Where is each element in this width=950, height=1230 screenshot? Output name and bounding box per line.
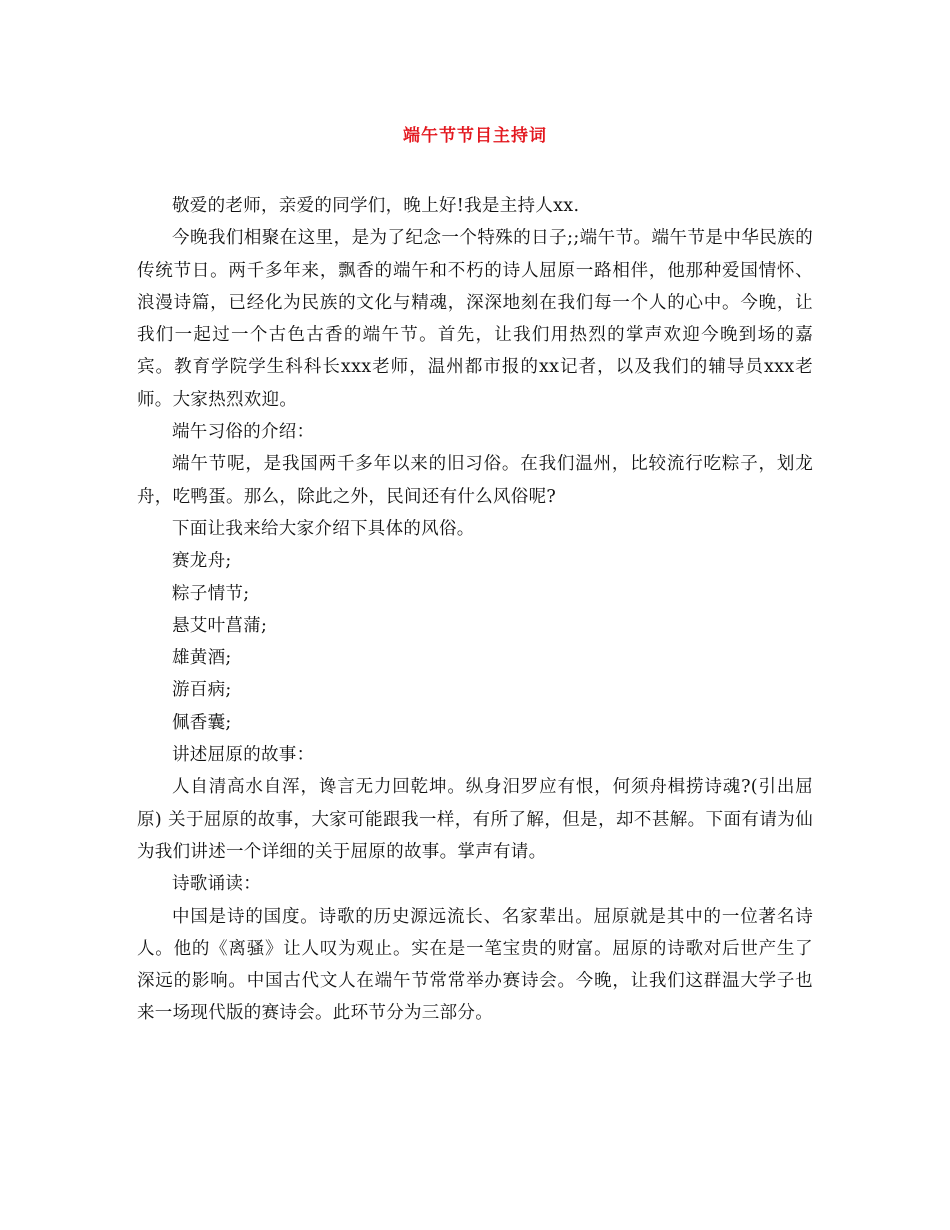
list-item-custom: 雄黄酒;	[172, 648, 232, 669]
list-item-custom: 粽子情节;	[172, 583, 250, 604]
section-heading-quyuan: 讲述屈原的故事：	[172, 745, 315, 766]
paragraph-customs-intro: 端午节呢，是我国两千多年以来的旧习俗。在我们温州，比较流行吃粽子，划龙舟，吃鸭蛋。那么，除此之外，民间还有什么风俗呢?	[137, 454, 813, 507]
list-item-custom: 佩香囊;	[172, 712, 232, 733]
list-item-custom: 游百病;	[172, 680, 232, 701]
paragraph-customs-lead: 下面让我来给大家介绍下具体的风俗。	[172, 518, 475, 539]
paragraph-greeting: 敬爱的老师，亲爱的同学们，晚上好!我是主持人xx.	[172, 196, 580, 216]
section-heading-poetry: 诗歌诵读：	[172, 874, 261, 895]
paragraph-opening: 今晚我们相聚在这里，是为了纪念一个特殊的日子;;端午节。端午节是中华民族的传统节日。两千多年来，飘香的端午和不朽的诗人屈原一路相伴，他那种爱国情怀、浪漫诗篇，已经化为民族的文化与精魂，深深地刻在我们每一个人的心中。今晚，让我们一起过一个古色古香的端午节。首先，让我们用热烈的掌声欢迎今晚到场的嘉宾。教育学院学生科科长xxx老师，温州都市报的xx记者，以及我们的辅导员xxx老师。大家热烈欢迎。	[137, 228, 813, 410]
list-item-custom: 赛龙舟;	[172, 551, 232, 572]
document-body	[137, 190, 813, 1030]
section-heading-customs: 端午习俗的介绍：	[172, 422, 315, 443]
paragraph-quyuan: 人自清高水自浑，谗言无力回乾坤。纵身汨罗应有恨，何须舟楫捞诗魂?(引出屈原) 关于屈原的故事，大家可能跟我一样，有所了解，但是，却不甚解。下面有请为仙为我们讲述一个详细的关于屈原的故事。掌声有请。	[137, 777, 813, 862]
list-item-custom: 悬艾叶菖蒲;	[172, 615, 268, 636]
paragraph-poetry: 中国是诗的国度。诗歌的历史源远流长、名家辈出。屈原就是其中的一位著名诗人。他的《离骚》让人叹为观止。实在是一笔宝贵的财富。屈原的诗歌对后世产生了深远的影响。中国古代文人在端午节常常举办赛诗会。今晚，让我们这群温大学子也来一场现代版的赛诗会。此环节分为三部分。	[137, 906, 813, 1024]
document-title: 端午节节目主持词	[403, 126, 547, 146]
